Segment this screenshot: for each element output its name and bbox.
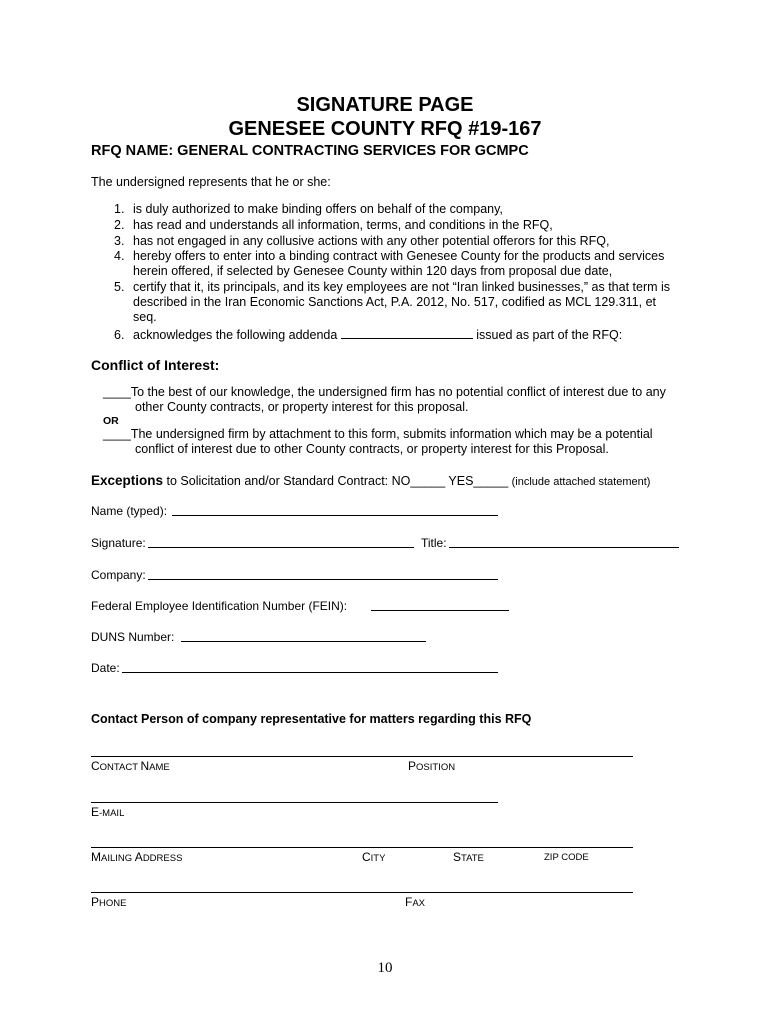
title-line[interactable] xyxy=(449,547,679,548)
duns-label: DUNS Number: xyxy=(91,630,175,644)
position-label: POSITION xyxy=(408,759,456,773)
exceptions-label: Exceptions xyxy=(91,473,164,488)
fax-label: FAX xyxy=(405,895,426,909)
contact-name-position-line[interactable] xyxy=(91,756,633,757)
name-typed-label: Name (typed): xyxy=(91,504,168,518)
conflict-option-potential-conflict[interactable]: ____The undersigned firm by attachment to this form, submits information which may be a potential xyxy=(103,427,653,441)
conflict-option-no-conflict[interactable]: ____To the best of our knowledge, the undersigned firm has no potential conflict of interest due to any xyxy=(103,385,666,399)
list-item-continuation: seq. xyxy=(133,310,157,324)
list-item: 1. is duly authorized to make binding offers on behalf of the company, xyxy=(114,202,503,216)
addenda-blank[interactable] xyxy=(341,326,473,339)
list-item-continuation: described in the Iran Economic Sanctions Act, P.A. 2012, No. 517, codified as MCL 129.311, et xyxy=(133,295,656,309)
exceptions-row[interactable] xyxy=(91,472,650,490)
phone-label: PHONE xyxy=(91,895,127,909)
mailing-address-label: MAILING ADDRESS xyxy=(91,850,183,864)
duns-line[interactable] xyxy=(181,641,426,642)
city-label: CITY xyxy=(362,850,386,864)
conflict-heading: Conflict of Interest: xyxy=(91,357,220,373)
page-number: 10 xyxy=(377,960,393,976)
list-item: 6. acknowledges the following addenda issued as part of the RFQ: xyxy=(114,328,623,342)
conflict-option-continuation: conflict of interest due to other County contracts, or property interest for this Proposal. xyxy=(135,442,609,456)
date-line[interactable] xyxy=(122,672,498,673)
contact-name-label: CONTACT NAME xyxy=(91,759,170,773)
name-typed-line[interactable] xyxy=(172,515,498,516)
intro-text: The undersigned represents that he or she: xyxy=(91,175,331,189)
email-line[interactable] xyxy=(91,802,498,803)
zip-code-label: ZIP CODE xyxy=(544,852,589,863)
fein-line[interactable] xyxy=(371,610,509,611)
conflict-option-continuation: other County contracts, or property interest for this proposal. xyxy=(135,400,469,414)
rfq-number-title: GENESEE COUNTY RFQ #19-167 xyxy=(228,118,542,140)
signature-line[interactable] xyxy=(148,547,414,548)
list-item: 5. certify that it, its principals, and its key employees are not “Iran linked businesses,” as that term is xyxy=(114,280,671,294)
email-label: E-MAIL xyxy=(91,805,125,819)
list-item: 4. hereby offers to enter into a binding contract with Genesee County for the products and services xyxy=(114,249,665,263)
company-label: Company: xyxy=(91,568,146,582)
exceptions-note: (include attached statement) xyxy=(511,476,651,488)
list-item: 3. has not engaged in any collusive actions with any other potential offerors for this RFQ, xyxy=(114,234,610,248)
or-label: OR xyxy=(103,415,119,427)
state-label: STATE xyxy=(453,850,484,864)
page-title: SIGNATURE PAGE xyxy=(296,94,474,116)
fein-label: Federal Employee Identification Number (FEIN): xyxy=(91,599,348,613)
date-label: Date: xyxy=(91,661,120,675)
signature-label: Signature: xyxy=(91,536,146,550)
title-label: Title: xyxy=(421,536,447,550)
phone-fax-line[interactable] xyxy=(91,892,633,893)
mailing-address-line[interactable] xyxy=(91,847,633,848)
list-item-continuation: herein offered, if selected by Genesee County within 120 days from proposal due date, xyxy=(133,264,613,278)
rfq-name: RFQ NAME: GENERAL CONTRACTING SERVICES FOR GCMPC xyxy=(91,143,529,159)
exceptions-text: to Solicitation and/or Standard Contract: NO_____ YES_____ xyxy=(163,474,512,488)
contact-heading: Contact Person of company representative for matters regarding this RFQ xyxy=(91,712,532,726)
company-line[interactable] xyxy=(148,579,498,580)
list-item: 2. has read and understands all information, terms, and conditions in the RFQ, xyxy=(114,218,553,232)
